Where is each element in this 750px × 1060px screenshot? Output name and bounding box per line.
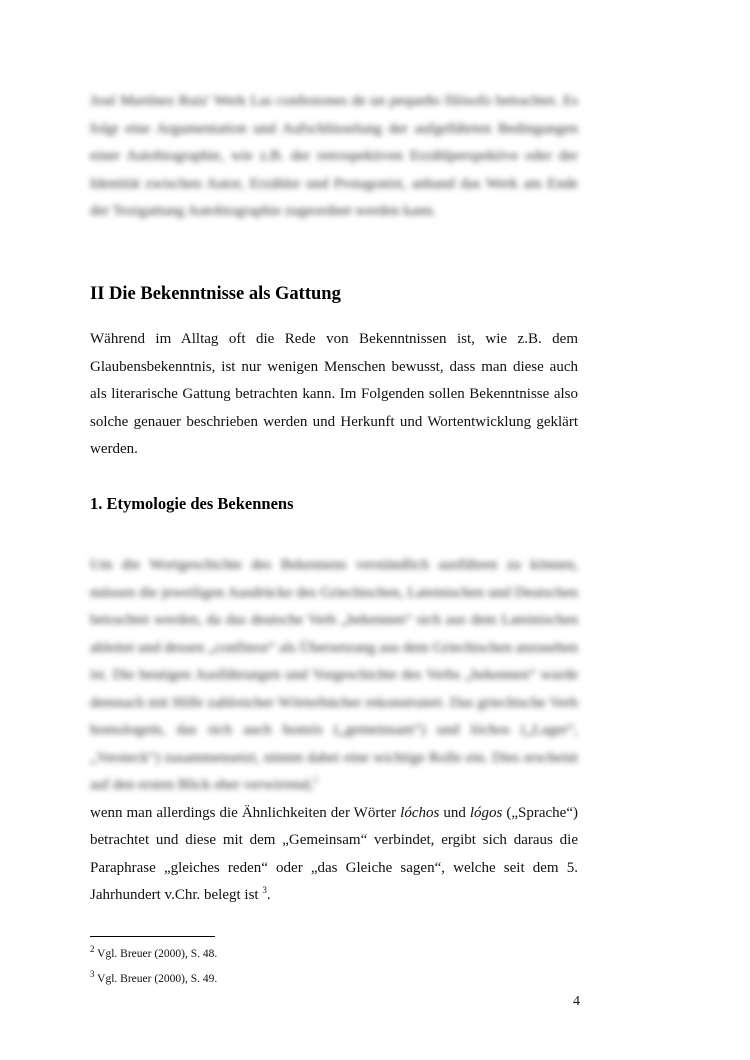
page-number: 4 [573,994,580,1009]
section-heading: II Die Bekenntnisse als Gattung [90,284,341,304]
footnote-3 [90,969,218,985]
section-paragraph [90,326,578,464]
footnote-separator [90,936,215,937]
footnote-2-number: 2 [90,944,95,955]
intro-paragraph-text: José Martínez Ruiz' Werk Las confesiones de un pequeño filósofo betrachtet. Es folgt eine Argumentation und Aufschlüsselung der aufgeführten Bedingungen einer Autobiographie, wie z.B. der retrospektiven Erzählperspektive oder der Identität zwischen Autor, Erzähler und Protagonist, anhand das Werk am Ende der Textgattung Autobiographie zugeordnet werden kann. [90,93,578,219]
etymology-text-1: wenn man allerdings die Ähnlichkeiten der Wörter [90,804,401,821]
etymology-text-end: . [266,887,271,903]
etymology-blurred-content: Um die Wortgeschichte des Bekennens verständlich ausführen zu können, müssen die jeweiligen Ausdrücke des Griechischen, Lateinischen und Deutschen betrachtet werden, da das deutsche Verb „bekennen“ sich aus dem Lateinischen ableitet und dessen „confiteor“ als Übersetzung aus dem Griechischen anzusehen ist. Die heutigen Ausführungen und Vorgeschichte des Verbs „bekennen“ wurde demnach mit Hilfe zahlreicher Wörterbücher rekonstruiert. Das griechische Verb homologein, das sich auch homós („gemeinsam“) und lóchos („Lager“, „Versteck“) zusammensetzt, nimmt dabei eine wichtige Rolle ein. Dies erscheint auf den ersten Blick eher verwirrend, [90,557,578,793]
etymology-clear-text [90,800,578,910]
footnote-3-number: 3 [90,969,95,980]
footnote-ref-3: 3 [262,885,267,895]
etymology-blurred-text [90,552,578,800]
word-logos: lógos [469,804,503,821]
footnote-ref-2: 2 [313,775,318,785]
etymology-text-2: und [439,804,470,821]
footnote-3-text: Vgl. Breuer (2000), S. 49. [94,973,218,985]
etymology-paragraph [90,552,578,910]
etymology-text-3: („Sprache“) betrachtet und diese mit dem „Gemeinsam“ verbindet, ergibt sich daraus die Paraphrase „gleiches reden“ oder „das Gleiche sagen“, welche seit dem 5. Jahrhundert v.Chr. belegt ist [90,804,578,903]
footnote-2-text: Vgl. Breuer (2000), S. 48. [94,948,218,960]
section-paragraph-text: Während im Alltag oft die Rede von Bekenntnissen ist, wie z.B. dem Glaubensbekenntnis, ist nur wenigen Menschen bewusst, dass man diese auch als literarische Gattung betrachten kann. Im Folgenden sollen Bekenntnisse also solche genauer beschrieben werden und Herkunft und Wortentwicklung geklärt werden. [90,331,578,457]
word-lochos: lóchos [400,804,440,821]
intro-paragraph-blurred [90,88,578,226]
subsection-heading: 1. Etymologie des Bekennens [90,494,294,513]
footnote-2 [90,944,218,960]
